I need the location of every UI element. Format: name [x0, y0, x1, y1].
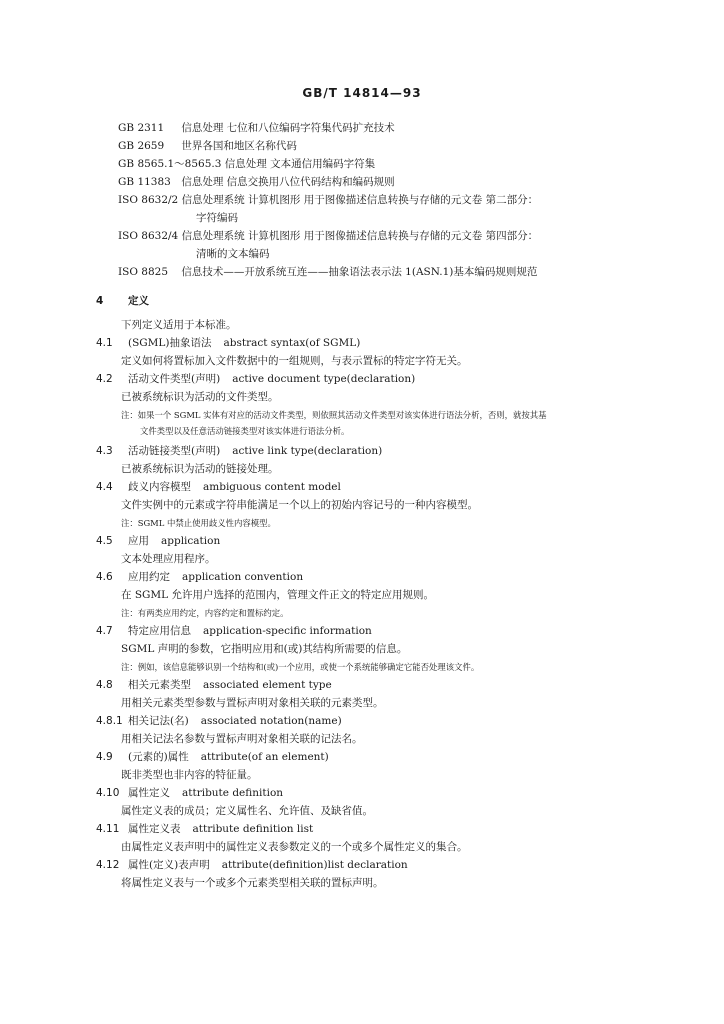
- term-definition: 既非类型也非内容的特征量。: [121, 769, 258, 781]
- reference-item: GB 2659 世界各国和地区名称代码: [118, 140, 297, 152]
- term-definition: SGML 声明的参数，它指明应用和(或)其结构所需要的信息。: [121, 643, 408, 655]
- term-heading: 4.5 应用 application: [96, 535, 221, 547]
- term-heading: 4.12 属性(定义)表声明 attribute(definition)list declaration: [96, 859, 408, 871]
- term-note: 注：例如，该信息能够识别一个结构和(或)一个应用，或使一个系统能够确定它能否处理该文件。: [121, 662, 480, 672]
- term-definition: 用相关记法名参数与置标声明对象相关联的记法名。: [121, 733, 363, 745]
- term-heading: 4.2 活动文件类型(声明) active document type(declaration): [96, 373, 416, 385]
- term-note: 注：SGML 中禁止使用歧义性内容模型。: [121, 518, 276, 528]
- reference-item: ISO 8825 信息技术——开放系统互连——抽象语法表示法 1(ASN.1)基本编码规则规范: [118, 266, 538, 278]
- term-heading: 4.8 相关元素类型 associated element type: [96, 679, 332, 691]
- term-definition: 将属性定义表与一个或多个元素类型相关联的置标声明。: [121, 877, 384, 889]
- reference-item: ISO 8632/2 信息处理系统 计算机图形 用于图像描述信息转换与存储的元文卷 第二部分：: [118, 194, 539, 206]
- reference-item: GB 11383 信息处理 信息交换用八位代码结构和编码规则: [118, 176, 395, 188]
- reference-item: ISO 8632/4 信息处理系统 计算机图形 用于图像描述信息转换与存储的元文卷 第四部分：: [118, 230, 539, 242]
- term-definition: 属性定义表的成员；定义属性名、允许值、及缺省值。: [121, 805, 373, 817]
- term-definition: 定义如何将置标加入文件数据中的一组规则，与表示置标的特定字符无关。: [121, 355, 468, 367]
- term-heading: 4.4 歧义内容模型 ambiguous content model: [96, 481, 341, 493]
- term-note: 注：有两类应用约定，内容约定和置标约定。: [121, 608, 289, 618]
- term-heading: 4.6 应用约定 application convention: [96, 571, 304, 583]
- term-definition: 用相关元素类型参数与置标声明对象相关联的元素类型。: [121, 697, 384, 709]
- term-heading: 4.10 属性定义 attribute definition: [96, 787, 284, 799]
- term-heading: 4.8.1 相关记法(名) associated notation(name): [96, 715, 342, 727]
- reference-item: GB 2311 信息处理 七位和八位编码字符集代码扩充技术: [118, 122, 395, 134]
- term-definition: 由属性定义表声明中的属性定义表参数定义的一个或多个属性定义的集合。: [121, 841, 468, 853]
- term-definition: 文件实例中的元素或字符串能满足一个以上的初始内容记号的一种内容模型。: [121, 499, 478, 511]
- term-heading: 4.3 活动链接类型(声明) active link type(declaration): [96, 445, 383, 457]
- section-heading: 4 定义: [96, 295, 149, 307]
- term-heading: 4.1 (SGML)抽象语法 abstract syntax(of SGML): [96, 337, 361, 349]
- term-note: 注：如果一个 SGML 实体有对应的活动文件类型，则依照其活动文件类型对该实体进行语法分析，否则，就按其基: [121, 410, 547, 420]
- term-definition: 已被系统标识为活动的文件类型。: [121, 391, 279, 403]
- term-heading: 4.9 (元素的)属性 attribute(of an element): [96, 751, 329, 763]
- term-heading: 4.7 特定应用信息 application-specific information: [96, 625, 372, 637]
- term-definition: 已被系统标识为活动的链接处理。: [121, 463, 279, 475]
- term-note-continuation: 文件类型以及任意活动链接类型对该实体进行语法分析。: [140, 426, 350, 436]
- reference-continuation: 字符编码: [196, 212, 238, 224]
- reference-item: GB 8565.1～8565.3 信息处理 文本通信用编码字符集: [118, 158, 376, 170]
- term-definition: 文本处理应用程序。: [121, 553, 216, 565]
- term-definition: 在 SGML 允许用户选择的范围内，管理文件正文的特定应用规则。: [121, 589, 434, 601]
- page-header: GB/T 14814—93: [302, 86, 422, 100]
- section-intro: 下列定义适用于本标准。: [121, 319, 237, 331]
- term-heading: 4.11 属性定义表 attribute definition list: [96, 823, 314, 835]
- reference-continuation: 清晰的文本编码: [196, 248, 270, 260]
